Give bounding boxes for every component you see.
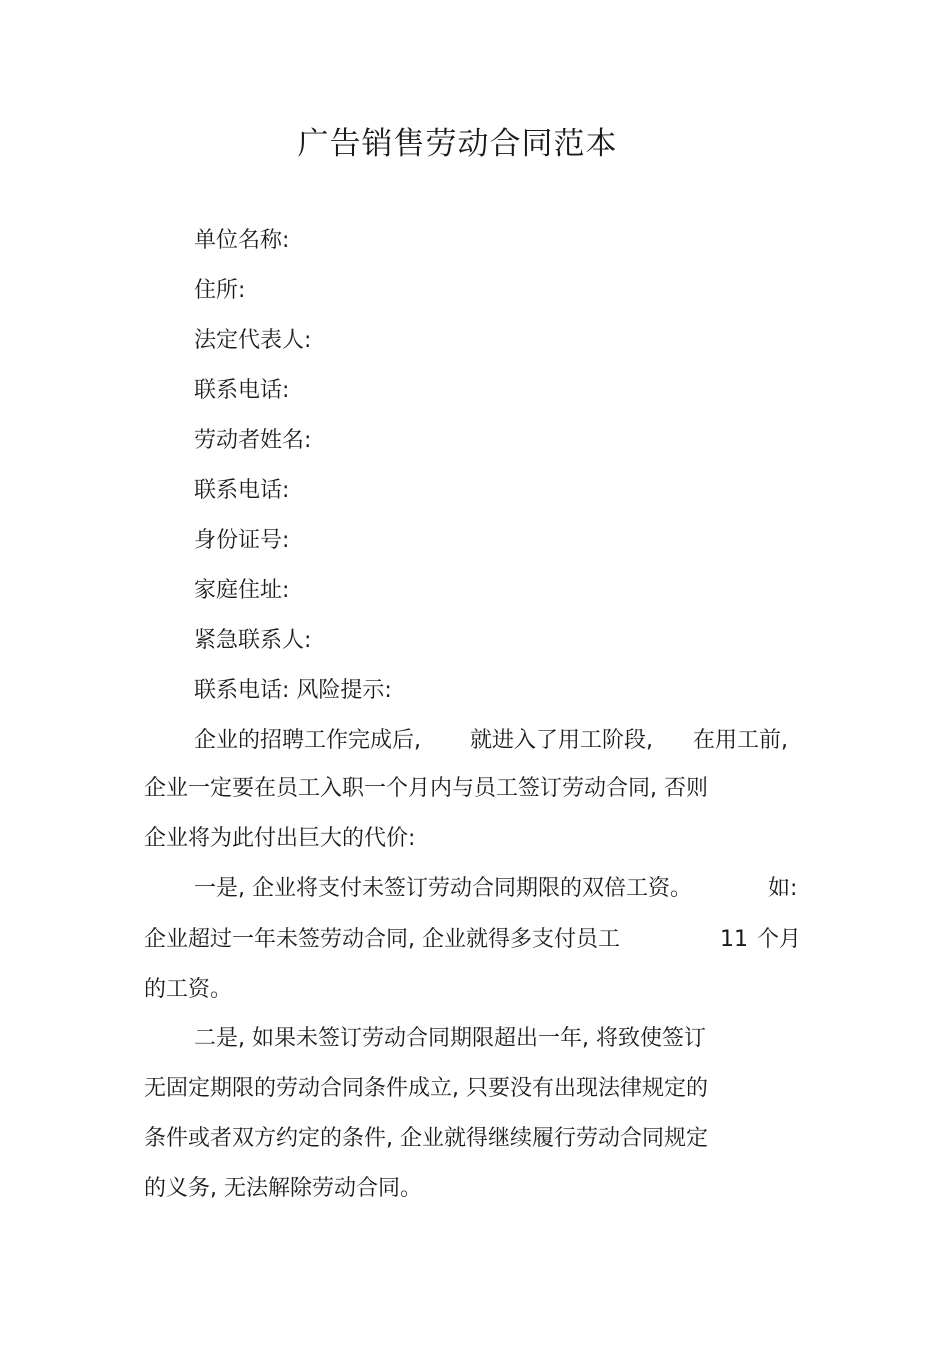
para1-line2: 企业一定要在员工入职一个月内与员工签订劳动合同, 否则 [144, 776, 708, 801]
field-worker-name: 劳动者姓名: [194, 428, 312, 453]
field-id-number: 身份证号: [194, 528, 290, 553]
field-emergency-contact: 紧急联系人: [194, 628, 312, 653]
para1-line3: 企业将为此付出巨大的代价: [144, 826, 416, 851]
field-legal-representative: 法定代表人: [194, 328, 312, 353]
para3-line3: 条件或者双方约定的条件, 企业就得继续履行劳动合同规定 [144, 1126, 708, 1151]
para3-line4: 的义务, 无法解除劳动合同。 [144, 1176, 422, 1201]
field-home-address: 家庭住址: [194, 578, 290, 603]
para1-line1-part3: 在用工前, [693, 728, 788, 753]
para2-line1-part1: 一是, 企业将支付未签订劳动合同期限的双倍工资。 [194, 876, 692, 901]
para2-line2-number: 11 [720, 927, 748, 952]
field-unit-name: 单位名称: [194, 228, 290, 253]
document-title: 广告销售劳动合同范本 [297, 126, 618, 162]
para2-line2-part2: 个月 [757, 927, 802, 952]
para2-line2-part1: 企业超过一年未签劳动合同, 企业就得多支付员工 [144, 927, 620, 952]
para1-line1-part2: 就进入了用工阶段, [470, 728, 653, 753]
para2-line3: 的工资。 [144, 977, 233, 1002]
field-contact-phone: 联系电话: [194, 378, 290, 403]
para1-line1-part1: 企业的招聘工作完成后, [194, 728, 421, 753]
para3-line2: 无固定期限的劳动合同条件成立, 只要没有出现法律规定的 [144, 1076, 708, 1101]
field-address: 住所: [194, 278, 246, 303]
para3-line1: 二是, 如果未签订劳动合同期限超出一年, 将致使签订 [194, 1026, 706, 1051]
field-emergency-phone-risk: 联系电话: 风险提示: [194, 678, 392, 703]
field-worker-phone: 联系电话: [194, 478, 290, 503]
para2-line1-part2: 如: [768, 876, 798, 901]
